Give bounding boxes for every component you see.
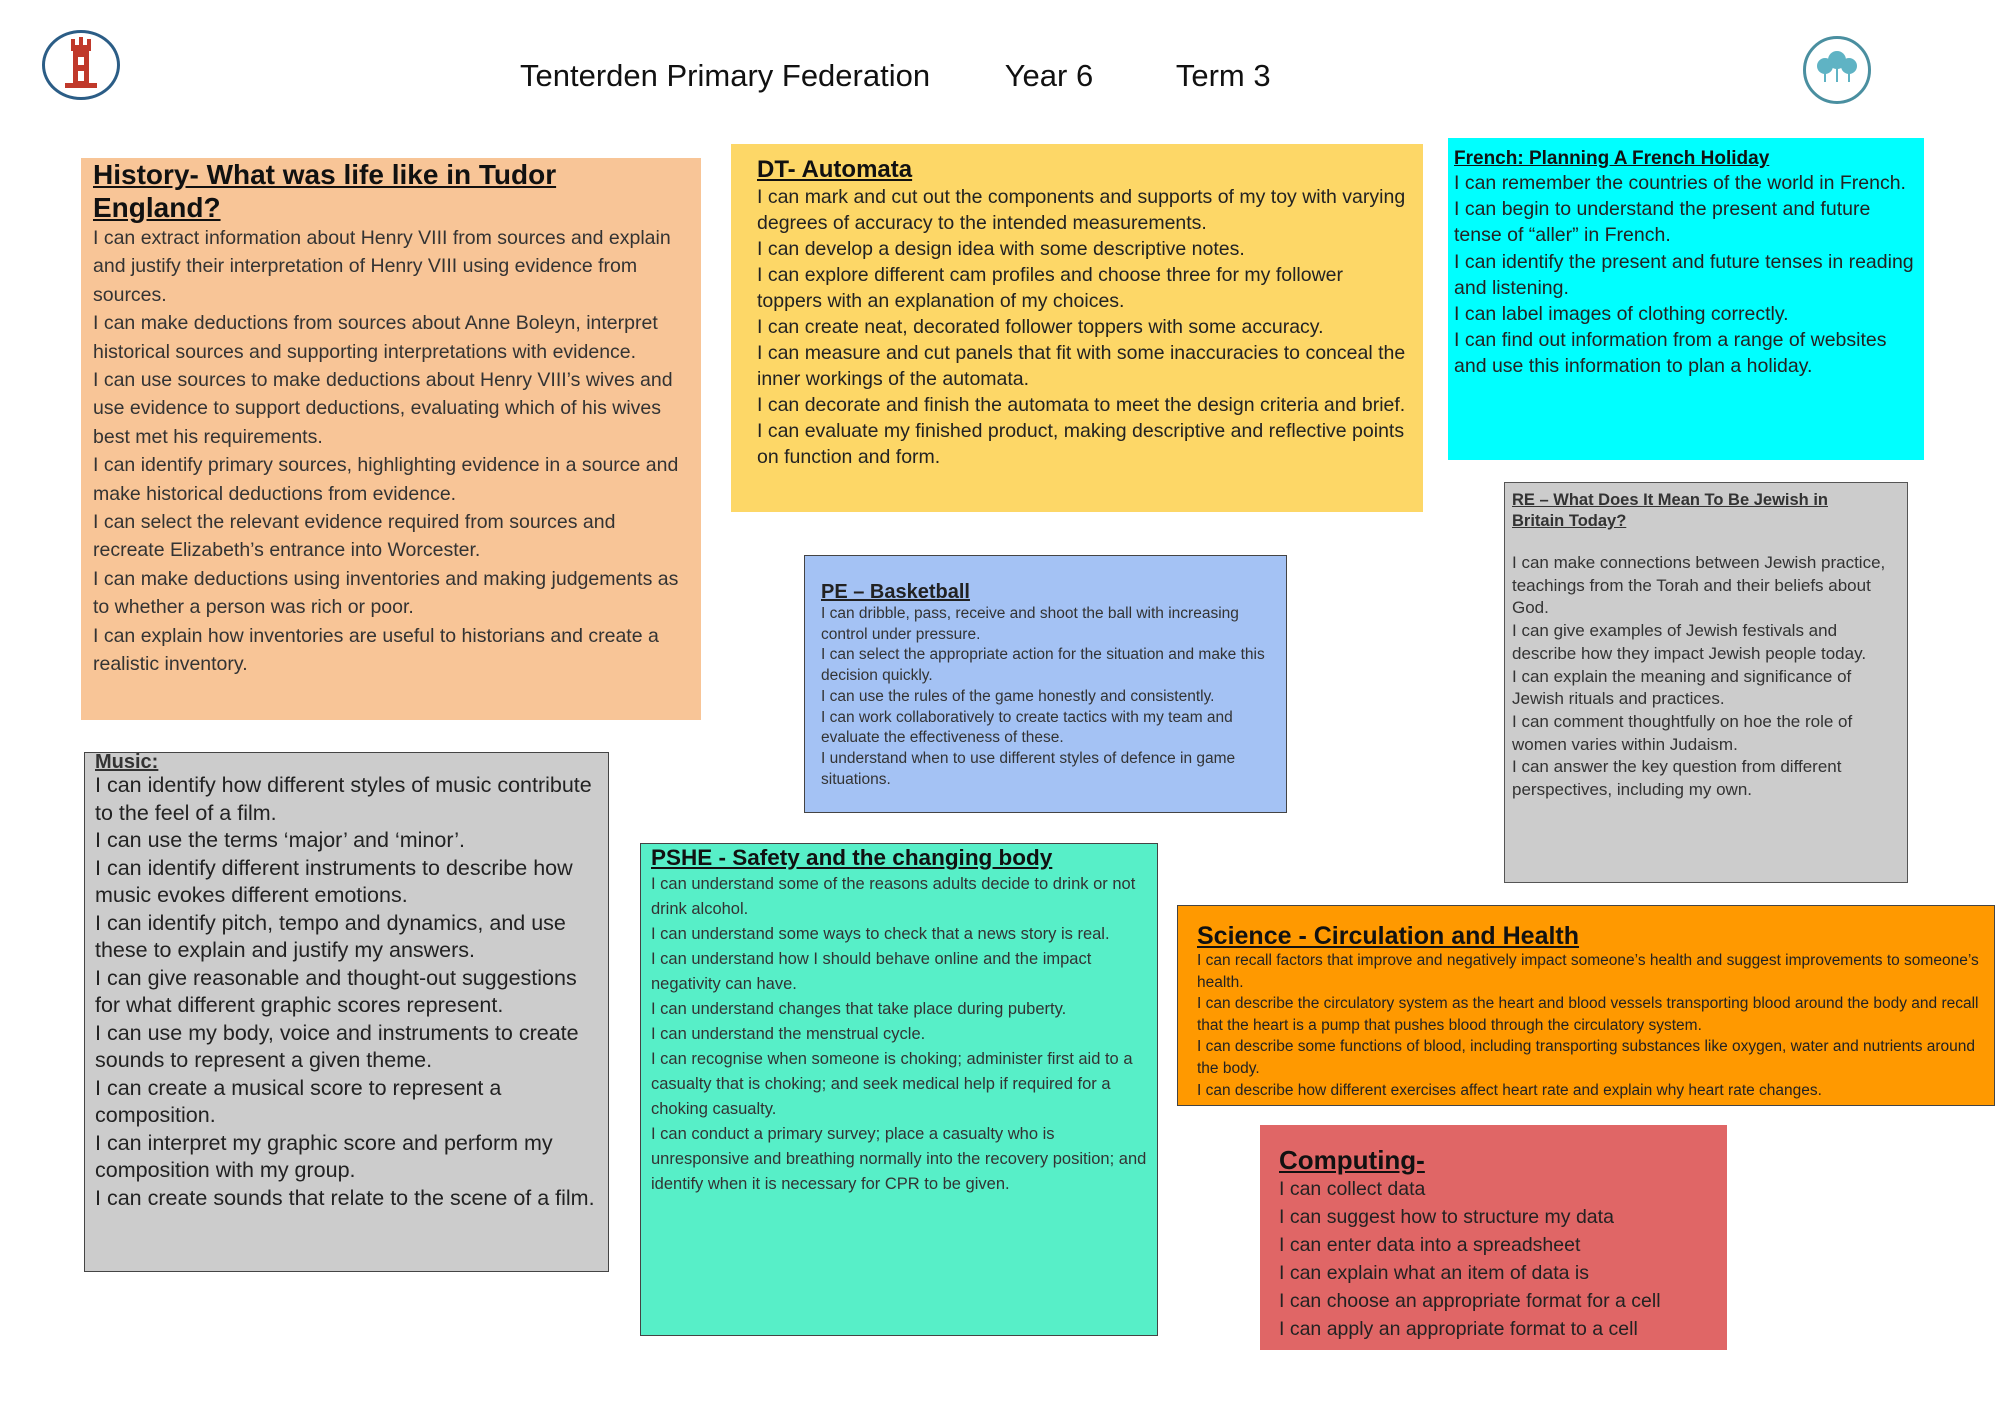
term-label: Term 3 [1175,58,1271,93]
music-outcome: I can interpret my graphic score and perform my composition with my group. [95,1130,553,1182]
dt-outcome: I can measure and cut panels that fit with some inaccuracies to conceal the inner workings of the automata. [757,342,1406,390]
music-outcome: I can identify pitch, tempo and dynamics, and use these to explain and justify my answers. [95,910,566,962]
history-outcome: I can select the relevant evidence required from sources and recreate Elizabeth’s entrance into Worcester. [93,511,616,562]
history-panel [81,158,701,720]
computing-outcome: I can enter data into a spreadsheet [1279,1234,1581,1256]
music-outcome: I can identify different instruments to describe how music evokes different emotions. [95,855,573,907]
dt-outcome: I can create neat, decorated follower toppers with some accuracy. [757,316,1324,338]
dt-outcome: I can develop a design idea with some descriptive notes. [757,238,1245,260]
pshe-title: PSHE - Safety and the changing body [651,845,1053,870]
year-label: Year 6 [1004,58,1094,93]
pe-outcome: I can dribble, pass, receive and shoot the ball with increasing control under pressure. [821,605,1239,643]
science-title: Science - Circulation and Health [1197,922,1580,950]
dt-outcome: I can explore different cam profiles and choose three for my follower toppers with an explanation of my choices. [757,264,1344,312]
computing-outcome: I can explain what an item of data is [1279,1262,1590,1284]
music-outcome: I can identify how different styles of music contribute to the feel of a film. [95,773,592,825]
pshe-outcome: I can conduct a primary survey; place a casualty who is unresponsive and breathing normally into the recovery position; and identify when it is necessary for CPR to be given. [651,1125,1147,1193]
french-title: French: Planning A French Holiday [1454,148,1770,169]
history-title: History- What was life like in Tudor England? [93,159,557,223]
science-outcome: I can recall factors that improve and negatively impact someone’s health and suggest improvements to someone’s health. [1197,952,1979,991]
computing-title: Computing- [1279,1145,1425,1175]
pshe-outcome: I can recognise when someone is choking; administer first aid to a casualty that is choking; and seek medical help if required for a choking casualty. [651,1050,1133,1118]
history-outcome: I can use sources to make deductions about Henry VIII’s wives and use evidence to support deductions, evaluating which of his wives best met his requirements. [93,369,673,448]
pe-outcome: I can select the appropriate action for the situation and make this decision quickly. [821,646,1265,685]
history-outcome: I can identify primary sources, highlighting evidence in a source and make historical deductions from evidence. [93,454,679,505]
dt-outcome: I can mark and cut out the components and supports of my toy with varying degrees of accuracy to the intended measurements. [757,186,1406,234]
music-outcome: I can create sounds that relate to the scene of a film. [95,1185,595,1210]
pe-outcome: I understand when to use different styles of defence in game situations. [821,749,1236,788]
re-outcome: I can explain the meaning and significance of Jewish rituals and practices. [1512,666,1852,709]
french-outcome: I can identify the present and future tenses in reading and listening. [1454,250,1914,299]
french-outcome: I can begin to understand the present and future tense of “aller” in French. [1454,198,1871,247]
school-name: Tenterden Primary Federation [520,58,931,93]
pe-title: PE – Basketball [821,581,970,603]
science-outcome: I can describe some functions of blood, including transporting substances like oxygen, water and nutrients around the body. [1197,1038,1976,1077]
science-outcome: I can describe how different exercises affect heart rate and explain why heart rate changes. [1197,1081,1822,1099]
computing-outcome: I can choose an appropriate format for a cell [1279,1290,1661,1312]
re-outcome: I can give examples of Jewish festivals and describe how they impact Jewish people today. [1512,621,1867,663]
school-crest-right [1803,36,1871,104]
pshe-panel [640,843,1158,1336]
french-outcome: I can remember the countries of the world in French. [1454,172,1906,194]
re-outcome: I can make connections between Jewish practice, teachings from the Torah and their beliefs about God. [1512,553,1886,618]
history-outcome: I can make deductions from sources about Anne Boleyn, interpret historical sources and supporting interpretations with evidence. [93,312,658,363]
pshe-outcome: I can understand some ways to check that a news story is real. [651,925,1110,943]
french-outcome: I can find out information from a range of websites and use this information to plan a holiday. [1454,329,1887,378]
science-panel [1177,905,1995,1106]
re-outcome: I can answer the key question from different perspectives, including my own. [1512,757,1842,800]
music-outcome: I can create a musical score to represent a composition. [95,1075,502,1127]
pshe-outcome: I can understand some of the reasons adults decide to drink or not drink alcohol. [651,875,1136,918]
music-title: Music: [95,752,159,773]
music-outcome: I can use my body, voice and instruments to create sounds to represent a given theme. [95,1020,579,1072]
pshe-outcome: I can understand how I should behave online and the impact negativity can have. [651,950,1092,993]
dt-title: DT- Automata [757,156,913,183]
dt-panel [731,144,1423,512]
french-panel [1448,138,1924,460]
pe-outcome: I can use the rules of the game honestly and consistently. [821,687,1215,705]
music-panel [84,752,609,1272]
re-outcome: I can comment thoughtfully on hoe the role of women varies within Judaism. [1512,711,1853,754]
church-tower-crest-icon [61,35,101,96]
pe-panel [804,555,1287,813]
dt-outcome: I can decorate and finish the automata to meet the design criteria and brief. [757,394,1406,416]
trees-crest-icon [1813,48,1861,93]
science-outcome: I can describe the circulatory system as the heart and blood vessels transporting blood around the body and recall that the heart is a pump that pushes blood through the circulatory system. [1197,995,1979,1034]
computing-outcome: I can apply an appropriate format to a cell [1279,1318,1638,1340]
pe-outcome: I can work collaboratively to create tactics with my team and evaluate the effectiveness of these. [821,708,1233,747]
re-panel [1504,482,1908,883]
computing-panel [1260,1125,1727,1350]
dt-outcome: I can evaluate my finished product, making descriptive and reflective points on function and form. [757,420,1405,468]
history-outcome: I can extract information about Henry VIII from sources and explain and justify their interpretation of Henry VIII using evidence from sources. [93,227,671,306]
pshe-outcome: I can understand changes that take place during puberty. [651,1000,1067,1018]
history-outcomes [93,224,691,679]
music-outcome: I can use the terms ‘major’ and ‘minor’. [95,828,466,852]
computing-outcome: I can collect data [1279,1178,1426,1200]
music-outcome: I can give reasonable and thought-out suggestions for what different graphic scores represent. [95,965,577,1017]
computing-outcome: I can suggest how to structure my data [1279,1206,1614,1228]
history-outcome: I can explain how inventories are useful to historians and create a realistic inventory. [93,624,659,676]
school-crest-left [42,30,120,100]
pshe-outcome: I can understand the menstrual cycle. [651,1025,926,1043]
page-header [520,58,1271,94]
re-title: RE – What Does It Mean To Be Jewish in Britain Today? [1512,491,1828,530]
history-outcome: I can make deductions using inventories and making judgements as to whether a person was rich or poor. [93,567,679,619]
french-outcome: I can label images of clothing correctly. [1454,303,1789,326]
